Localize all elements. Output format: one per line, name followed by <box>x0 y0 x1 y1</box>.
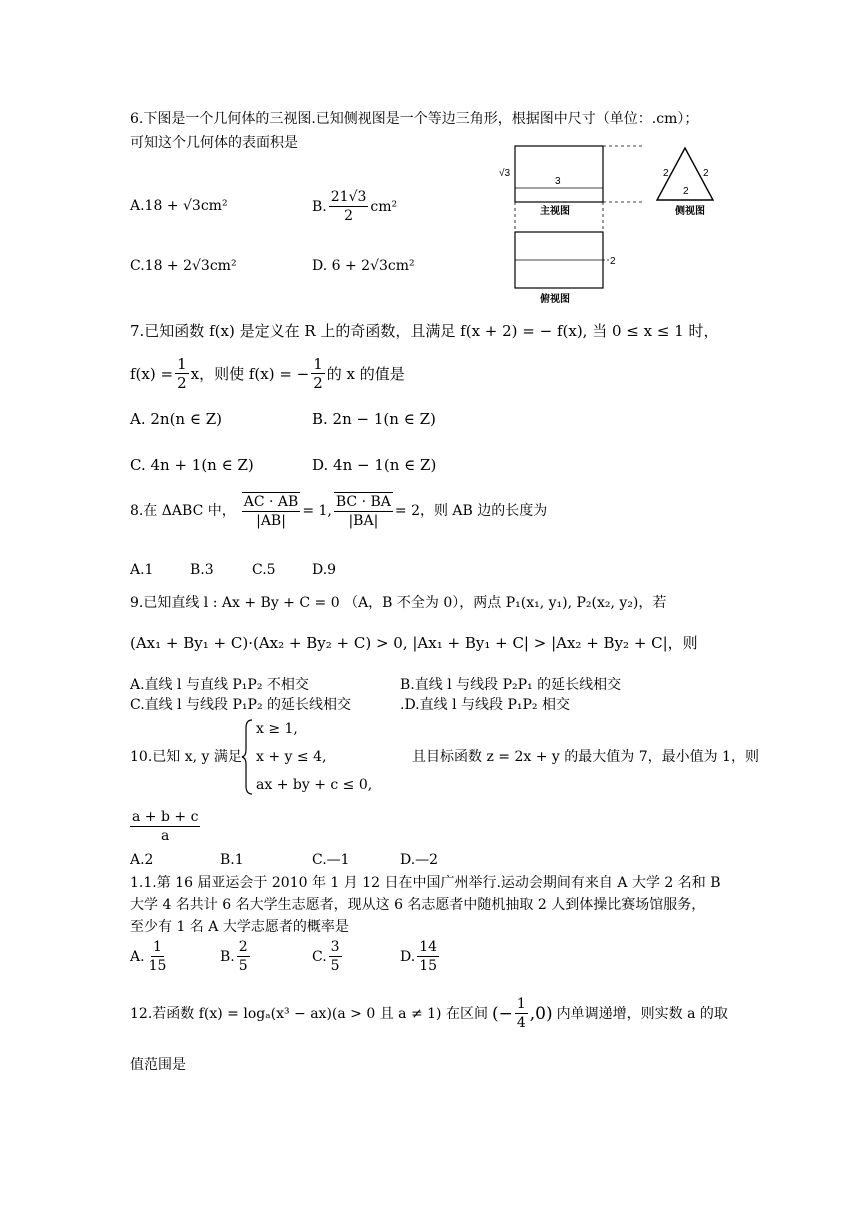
dim-height-label: √3 <box>499 168 511 179</box>
q8-prefix: 8.在 ΔABC 中， <box>130 503 236 519</box>
q11-option-a-den: 15 <box>148 958 167 974</box>
q12-suffix: 内单调递增，则实数 a 的取 <box>556 1005 728 1022</box>
q11-option-b-frac <box>237 938 250 975</box>
q10-option-a: A.2 <box>130 852 154 868</box>
q8-fraction-2-num: BC · BA <box>335 494 391 510</box>
q11-option-c-label: C. <box>312 948 327 965</box>
q6-option-a: A.18 + √3cm² <box>130 198 228 214</box>
q10-system-1: x ≥ 1, <box>256 721 298 737</box>
q7-fraction-2-num: 1 <box>313 355 323 373</box>
q8-fraction-2-den: |BA| <box>348 513 379 529</box>
q12-interval-frac <box>515 995 528 1032</box>
q11-option-d-frac <box>417 938 439 975</box>
q8-option-c: C.5 <box>252 562 276 578</box>
q9-option-d: .D.直线 l 与线段 P₁P₂ 相交 <box>400 697 570 713</box>
q7-line2-a: f(x) = <box>130 364 174 383</box>
q8-suffix: ，则 AB 边的长度为 <box>419 503 548 519</box>
q10-system-3: ax + by + c ≤ 0, <box>256 777 373 793</box>
q7-fraction-2 <box>311 355 325 392</box>
q6-option-d: D. 6 + 2√3cm² <box>312 258 415 274</box>
q11-option-c-num: 3 <box>330 939 340 955</box>
q6-option-b <box>312 188 397 225</box>
q12-interval-right: ,0) <box>529 1003 553 1024</box>
three-view-figure <box>495 140 735 310</box>
q11-option-d-label: D. <box>400 948 416 965</box>
q10-suffix: 且目标函数 z = 2x + y 的最大值为 7，最小值为 1，则 <box>412 749 759 765</box>
q10-fraction-inner <box>130 808 200 845</box>
q11-option-a-num: 1 <box>153 939 162 955</box>
dim-tri-left: 2 <box>663 168 669 179</box>
q7-line2-b: x，则使 f(x) = − <box>190 364 310 383</box>
q6-option-b-unit: cm² <box>370 198 398 215</box>
dim-tri-right: 2 <box>703 168 709 179</box>
q7-fraction-1-den: 2 <box>177 374 187 392</box>
q10-system-2: x + y ≤ 4, <box>256 749 327 765</box>
q11-option-a-frac <box>147 938 169 975</box>
q8-eq1: = 1, <box>302 503 332 519</box>
q7-option-d: D. 4n − 1(n ∈ Z) <box>312 456 437 474</box>
q11-option-b-den: 5 <box>238 958 248 974</box>
side-view-label: 侧视图 <box>675 206 705 217</box>
q10-prefix: 10.已知 x, y 满足 <box>130 749 242 765</box>
dim-tri-base: 2 <box>683 186 689 197</box>
q10-option-c: C.—1 <box>312 852 350 868</box>
q12-line2: 值范围是 <box>130 1057 186 1073</box>
q10-option-b: B.1 <box>220 852 244 868</box>
q9-option-a: A.直线 l 与直线 P₁P₂ 不相交 <box>130 677 309 693</box>
q7-fraction-1-num: 1 <box>177 355 187 373</box>
q8-eq2: = 2 <box>394 503 420 519</box>
q8-fraction-2 <box>334 492 393 530</box>
q6-line2: 可知这个几何体的表面积是 <box>130 135 298 151</box>
q10-fraction-den: a <box>161 828 170 844</box>
q12-interval-left: (− <box>491 1003 513 1024</box>
q9-line2: (Ax₁ + By₁ + C)·(Ax₂ + By₂ + C) > 0, |Ax₁ + By₁ + C| > |Ax₂ + By₂ + C|，则 <box>130 634 698 652</box>
dim-width-label: 3 <box>555 176 561 187</box>
q11-option-c <box>312 938 344 975</box>
q6-option-b-label: B. <box>312 198 327 215</box>
q11-option-b-label: B. <box>220 948 235 965</box>
q8-option-b: B.3 <box>190 562 214 578</box>
q10-fraction-num: a + b + c <box>132 809 199 825</box>
q11-option-c-frac <box>329 938 342 975</box>
q11-option-d <box>400 938 441 975</box>
q11-option-c-den: 5 <box>330 958 340 974</box>
q7-option-c: C. 4n + 1(n ∈ Z) <box>130 456 254 474</box>
q10-option-d: D.—2 <box>400 852 439 868</box>
q6-option-b-fraction <box>329 188 369 225</box>
q12-line1 <box>130 995 728 1032</box>
q11-option-d-num: 14 <box>419 939 438 955</box>
q12-interval-den: 4 <box>516 1015 526 1031</box>
q11-option-a-label: A. <box>130 948 145 965</box>
q7-line2-c: 的 x 的值是 <box>326 364 405 383</box>
q8-option-d: D.9 <box>312 562 337 578</box>
q7-line2 <box>130 355 405 392</box>
front-view-label: 主视图 <box>540 206 570 217</box>
q11-line2: 大学 4 名共计 6 名大学生志愿者，现从这 6 名志愿者中随机抽取 2 人到体操比赛场馆服务， <box>130 897 706 913</box>
q10-brace <box>240 718 254 796</box>
front-view-rect <box>515 146 603 202</box>
q6-option-b-numerator: 21√3 <box>330 189 367 205</box>
q11-option-b <box>220 938 252 975</box>
q11-option-a <box>130 938 170 975</box>
q7-fraction-2-den: 2 <box>313 374 323 392</box>
q8-option-a: A.1 <box>130 562 154 578</box>
q12-prefix: 12.若函数 f(x) = logₐ(x³ − ax)(a > 0 且 a ≠ 1) 在区间 <box>130 1005 488 1022</box>
q6-option-c: C.18 + 2√3cm² <box>130 258 237 274</box>
q8-fraction-1-num: AC · AB <box>243 494 299 510</box>
q9-line1: 9.已知直线 l : Ax + By + C = 0 （A，B 不全为 0），两点 P₁(x₁, y₁), P₂(x₂, y₂)，若 <box>130 595 667 611</box>
q6-option-b-denominator: 2 <box>344 208 354 224</box>
q9-option-c: C.直线 l 与线段 P₁P₂ 的延长线相交 <box>130 697 352 713</box>
q11-line1: 1.1.第 16 届亚运会于 2010 年 1 月 12 日在中国广州举行.运动会期间有来自 A 大学 2 名和 B <box>130 875 721 891</box>
top-view-label: 俯视图 <box>540 294 570 305</box>
q7-option-b: B. 2n − 1(n ∈ Z) <box>312 410 436 428</box>
q8-fraction-1 <box>242 492 301 530</box>
q7-line1: 7.已知函数 f(x) 是定义在 R 上的奇函数，且满足 f(x + 2) = − f(x), 当 0 ≤ x ≤ 1 时， <box>130 322 719 340</box>
dim-top-label: 2 <box>610 256 616 267</box>
q11-option-b-num: 2 <box>238 939 248 955</box>
q8-line <box>130 492 547 530</box>
q6-line1: 6.下图是一个几何体的三视图.已知侧视图是一个等边三角形，根据图中尺寸（单位：.cm）； <box>130 111 699 127</box>
q11-line3: 至少有 1 名 A 大学志愿者的概率是 <box>130 919 349 935</box>
q12-interval-num: 1 <box>516 996 526 1012</box>
q10-fraction <box>130 808 200 845</box>
q8-fraction-1-den: |AB| <box>256 513 286 529</box>
q7-option-a: A. 2n(n ∈ Z) <box>130 410 222 428</box>
q11-option-d-den: 15 <box>419 958 438 974</box>
q9-option-b: B.直线 l 与线段 P₂P₁ 的延长线相交 <box>400 677 622 693</box>
q7-fraction-1 <box>175 355 189 392</box>
